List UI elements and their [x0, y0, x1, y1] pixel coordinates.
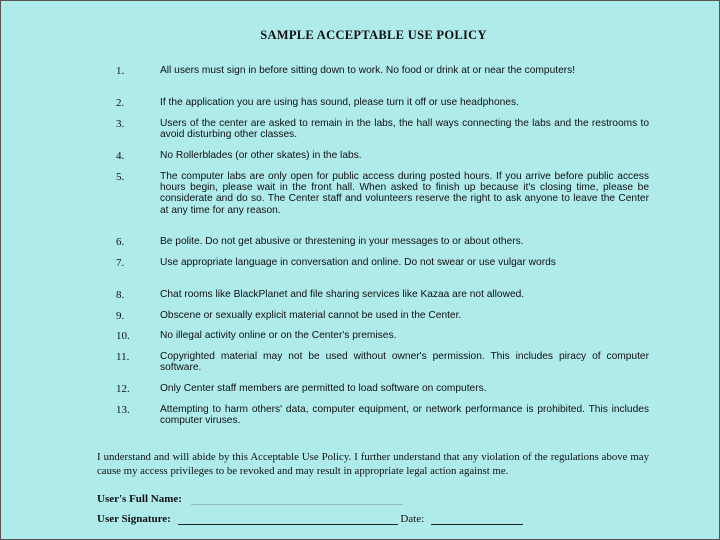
date-line[interactable]	[431, 514, 523, 525]
item-text: All users must sign in before sitting down to work. No food or drink at or near the computers!	[160, 65, 576, 76]
item-number: 5.	[116, 171, 125, 183]
item-text: Chat rooms like BlackPlanet and file sharing services like Kazaa are not allowed.	[160, 289, 525, 300]
item-number: 10.	[116, 330, 130, 342]
full-name-label: User's Full Name:	[97, 493, 182, 505]
item-text: Users of the center are asked to remain in the labs, the hall ways connecting the labs and the restrooms to avoid disturbing other classes.	[160, 118, 649, 141]
item-number: 7.	[116, 257, 125, 269]
agreement-statement: I understand and will abide by this Acceptable Use Policy. I further understand that any violation of the regulations above may cause my access privileges to be revoked and may result in appropriate legal action against me.	[97, 451, 649, 477]
item-text: Obscene or sexually explicit material cannot be used in the Center.	[160, 310, 462, 321]
item-number: 11.	[116, 351, 130, 363]
item-text: No illegal activity online or on the Center's premises.	[160, 330, 397, 341]
item-number: 3.	[116, 118, 125, 130]
item-text: The computer labs are only open for public access during posted hours. If you arrive before public access hours begin, please wait in the front hall. When asked to finish up because it's closing time, please be considerate and do so. The Center staff and volunteers reserve the right to ask anyone to leave the Center at any time for any reason.	[160, 171, 649, 216]
item-text: No Rollerblades (or other skates) in the labs.	[160, 150, 362, 161]
full-name-field[interactable]	[97, 493, 403, 505]
item-text: Use appropriate language in conversation and online. Do not swear or use vulgar words	[160, 257, 556, 268]
item-number: 1.	[116, 65, 125, 77]
item-text: Attempting to harm others' data, computer equipment, or network performance is prohibited. This includes computer viruses.	[160, 404, 649, 427]
signature-line[interactable]	[178, 514, 398, 525]
item-text: Be polite. Do not get abusive or threstening in your messages to or about others.	[160, 236, 524, 247]
item-text: Copyrighted material may not be used without owner's permission. This includes piracy of computer software.	[160, 351, 649, 374]
full-name-line[interactable]	[191, 494, 403, 505]
item-number: 6.	[116, 236, 125, 248]
item-number: 12.	[116, 383, 130, 395]
date-label: Date:	[400, 513, 425, 525]
document-title: SAMPLE ACCEPTABLE USE POLICY	[260, 28, 487, 42]
item-number: 2.	[116, 97, 125, 109]
item-number: 9.	[116, 310, 125, 322]
item-number: 8.	[116, 289, 125, 301]
item-number: 13.	[116, 404, 130, 416]
item-text: If the application you are using has sound, please turn it off or use headphones.	[160, 97, 519, 108]
signature-label: User Signature:	[97, 513, 171, 525]
item-number: 4.	[116, 150, 125, 162]
item-text: Only Center staff members are permitted to load software on computers.	[160, 383, 487, 394]
signature-row	[97, 513, 523, 525]
